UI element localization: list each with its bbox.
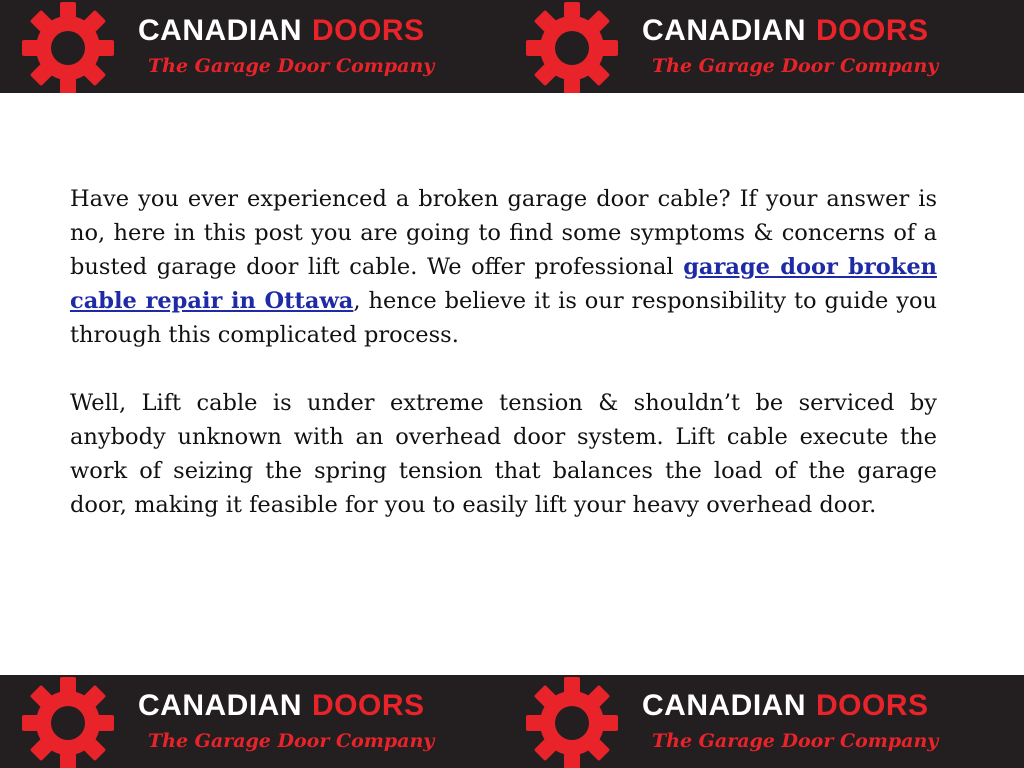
brand-logo[interactable] — [14, 675, 514, 768]
brand-word-canadian: CANADIAN — [642, 14, 806, 47]
brand-name — [138, 689, 425, 723]
gear-icon — [522, 675, 622, 768]
paragraph-text: Have you ever experienced a broken garage door cable? If your answer is no, here in this post you are going to find some symptoms & concerns of a busted garage door lift cable. We offer professional — [70, 186, 937, 280]
brand-name — [138, 14, 425, 48]
brand-word-canadian: CANADIAN — [642, 689, 806, 722]
brand-name — [642, 14, 929, 48]
article-paragraph-2: Well, Lift cable is under extreme tension & shouldn’t be serviced by anybody unknown with an overhead door system. Lift cable execute the work of seizing the spring tension that balances the load of the garage door, making it feasible for you to easily lift your heavy overhead door. — [70, 390, 937, 518]
gear-icon — [522, 0, 622, 93]
paragraph-text: , hence believe it is our responsibility to guide you through this complicated process. — [70, 288, 937, 348]
brand-tagline: The Garage Door Company — [652, 55, 939, 77]
brand-word-doors: DOORS — [312, 689, 425, 722]
article-paragraph-1 — [70, 182, 937, 352]
article-body — [70, 182, 937, 556]
footer-banner — [0, 675, 1024, 768]
brand-word-doors: DOORS — [312, 14, 425, 47]
brand-tagline: The Garage Door Company — [148, 730, 435, 752]
brand-word-doors: DOORS — [816, 689, 929, 722]
brand-word-canadian: CANADIAN — [138, 14, 302, 47]
brand-word-canadian: CANADIAN — [138, 689, 302, 722]
brand-tagline: The Garage Door Company — [148, 55, 435, 77]
brand-logo[interactable] — [14, 0, 514, 93]
brand-logo[interactable] — [518, 0, 1018, 93]
header-banner — [0, 0, 1024, 93]
gear-icon — [18, 675, 118, 768]
brand-word-doors: DOORS — [816, 14, 929, 47]
brand-logo[interactable] — [518, 675, 1018, 768]
brand-name — [642, 689, 929, 723]
brand-tagline: The Garage Door Company — [652, 730, 939, 752]
cable-repair-link[interactable]: garage door broken cable repair in Ottawa — [70, 254, 937, 314]
gear-icon — [18, 0, 118, 93]
